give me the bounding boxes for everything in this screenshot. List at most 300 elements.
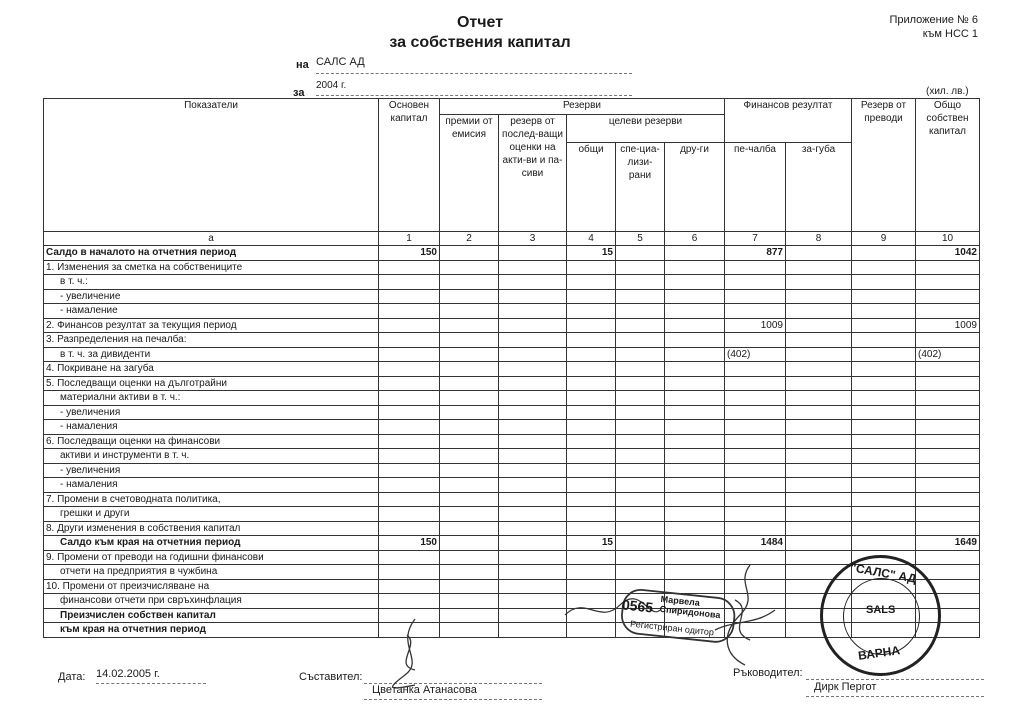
row-label: материални активи в т. ч.: — [44, 391, 379, 406]
row-cell — [616, 507, 665, 522]
row-label: - намаления — [44, 478, 379, 493]
row-cell — [786, 449, 852, 464]
col-indicators: Показатели — [44, 99, 379, 232]
row-cell — [616, 333, 665, 348]
row-cell — [567, 362, 616, 377]
row-label: 7. Промени в счетоводната политика, — [44, 492, 379, 507]
row-cell — [786, 275, 852, 290]
row-cell — [616, 289, 665, 304]
row-cell — [725, 391, 786, 406]
row-cell — [499, 304, 567, 319]
table-row — [44, 304, 980, 319]
row-cell — [852, 246, 916, 261]
row-cell — [440, 608, 499, 623]
row-cell — [916, 391, 980, 406]
row-cell — [379, 405, 440, 420]
row-cell — [499, 594, 567, 609]
row-cell — [440, 333, 499, 348]
row-cell — [567, 565, 616, 580]
row-cell — [786, 420, 852, 435]
row-cell — [440, 565, 499, 580]
row-cell — [786, 318, 852, 333]
row-cell — [499, 536, 567, 551]
row-cell — [786, 536, 852, 551]
row-cell — [725, 275, 786, 290]
row-cell — [916, 449, 980, 464]
row-cell — [567, 550, 616, 565]
row-cell — [725, 304, 786, 319]
row-cell — [379, 260, 440, 275]
table-row — [44, 536, 980, 551]
row-cell — [786, 333, 852, 348]
row-cell — [725, 405, 786, 420]
row-cell — [567, 391, 616, 406]
row-cell — [786, 492, 852, 507]
row-cell — [786, 507, 852, 522]
row-cell — [379, 478, 440, 493]
row-cell — [567, 521, 616, 536]
column-number: 1 — [379, 232, 440, 246]
row-cell — [852, 507, 916, 522]
row-cell — [616, 275, 665, 290]
row-label: Салдо в началото на отчетния период — [44, 246, 379, 261]
row-cell — [665, 362, 725, 377]
row-cell — [440, 405, 499, 420]
row-cell: 1009 — [725, 318, 786, 333]
row-label: 5. Последващи оценки на дълготрайни — [44, 376, 379, 391]
table-row — [44, 420, 980, 435]
seal-logo-text: SALS — [866, 604, 896, 616]
row-cell — [786, 304, 852, 319]
table-row — [44, 333, 980, 348]
row-label: активи и инструменти в т. ч. — [44, 449, 379, 464]
row-cell — [725, 289, 786, 304]
row-cell — [616, 420, 665, 435]
row-cell — [379, 362, 440, 377]
row-cell — [499, 507, 567, 522]
row-cell — [725, 478, 786, 493]
row-cell — [852, 463, 916, 478]
row-cell — [616, 434, 665, 449]
row-cell: 150 — [379, 536, 440, 551]
row-cell — [916, 333, 980, 348]
row-cell — [499, 463, 567, 478]
row-cell — [499, 420, 567, 435]
compiler-name: Цветанка Атанасова — [372, 684, 477, 696]
row-cell — [916, 478, 980, 493]
row-cell — [567, 420, 616, 435]
column-number: 8 — [786, 232, 852, 246]
row-cell — [499, 246, 567, 261]
row-cell — [440, 449, 499, 464]
row-cell — [852, 391, 916, 406]
table-row — [44, 260, 980, 275]
row-cell — [916, 492, 980, 507]
row-cell — [440, 275, 499, 290]
row-cell — [852, 449, 916, 464]
auditor-code: 0565 — [621, 596, 654, 616]
appendix-standard: към НСС 1 — [922, 28, 978, 40]
row-cell — [499, 478, 567, 493]
row-label: - увеличение — [44, 289, 379, 304]
column-number: 2 — [440, 232, 499, 246]
row-cell — [567, 275, 616, 290]
row-cell — [725, 507, 786, 522]
row-cell — [440, 507, 499, 522]
row-cell — [786, 550, 852, 565]
row-label: в т. ч. за дивиденти — [44, 347, 379, 362]
row-cell — [440, 362, 499, 377]
company-name: САЛС АД — [316, 56, 632, 74]
row-cell: 1042 — [916, 246, 980, 261]
period-label: за — [293, 87, 305, 99]
row-cell — [916, 376, 980, 391]
row-cell — [916, 362, 980, 377]
row-cell — [440, 260, 499, 275]
row-cell — [665, 391, 725, 406]
row-cell — [567, 405, 616, 420]
units-label: (хил. лв.) — [926, 86, 969, 97]
row-cell — [379, 463, 440, 478]
column-number: 5 — [616, 232, 665, 246]
row-cell — [725, 362, 786, 377]
row-cell — [379, 347, 440, 362]
row-cell — [379, 391, 440, 406]
row-cell — [916, 405, 980, 420]
row-cell — [852, 362, 916, 377]
row-cell — [852, 405, 916, 420]
row-cell — [616, 304, 665, 319]
row-cell — [379, 333, 440, 348]
row-label: в т. ч.: — [44, 275, 379, 290]
row-cell — [440, 550, 499, 565]
row-cell — [616, 362, 665, 377]
row-cell — [440, 318, 499, 333]
col-total-equity: Общо собствен капитал — [916, 99, 980, 232]
col-general: общи — [567, 143, 616, 232]
row-label: Преизчислен собствен капитал — [44, 608, 379, 623]
row-cell — [852, 260, 916, 275]
table-row — [44, 246, 980, 261]
row-cell — [916, 463, 980, 478]
manager-label: Ръководител: — [733, 667, 803, 679]
row-label: - намаления — [44, 420, 379, 435]
row-cell — [499, 434, 567, 449]
column-number: 4 — [567, 232, 616, 246]
row-label: 3. Разпределения на печалба: — [44, 333, 379, 348]
row-label: 1. Изменения за сметка на собствениците — [44, 260, 379, 275]
row-cell — [665, 507, 725, 522]
row-cell — [499, 405, 567, 420]
row-cell — [440, 434, 499, 449]
period-value: 2004 г. — [316, 80, 632, 96]
row-cell — [725, 463, 786, 478]
row-cell — [499, 289, 567, 304]
row-cell — [725, 260, 786, 275]
auditor-title: Регистриран одитор — [629, 618, 715, 638]
row-cell: 15 — [567, 246, 616, 261]
row-cell — [499, 550, 567, 565]
row-label: отчети на предприятия в чужбина — [44, 565, 379, 580]
row-cell — [616, 565, 665, 580]
row-cell — [616, 347, 665, 362]
row-cell — [665, 376, 725, 391]
row-cell: 150 — [379, 246, 440, 261]
row-cell — [616, 449, 665, 464]
row-cell: 877 — [725, 246, 786, 261]
col-reserve-transfer: Резерв от преводи — [852, 99, 916, 232]
row-cell — [567, 449, 616, 464]
report-title: Отчет — [456, 14, 504, 31]
row-cell — [379, 594, 440, 609]
column-number: а — [44, 232, 379, 246]
row-cell — [852, 289, 916, 304]
row-cell — [852, 536, 916, 551]
row-cell — [852, 333, 916, 348]
row-cell — [616, 521, 665, 536]
row-cell — [499, 623, 567, 638]
row-cell — [786, 260, 852, 275]
row-cell — [440, 536, 499, 551]
row-cell — [725, 376, 786, 391]
row-cell — [725, 333, 786, 348]
row-label: 6. Последващи оценки на финансови — [44, 434, 379, 449]
row-cell — [786, 463, 852, 478]
table-row — [44, 347, 980, 362]
row-cell — [616, 246, 665, 261]
row-cell — [616, 536, 665, 551]
manager-name: Дирк Пергот — [814, 681, 877, 693]
row-cell — [665, 478, 725, 493]
col-profit: пе-чалба — [725, 143, 786, 232]
row-cell: 1484 — [725, 536, 786, 551]
table-row — [44, 521, 980, 536]
row-cell — [852, 275, 916, 290]
row-cell — [786, 391, 852, 406]
col-premium: премии от емисия — [440, 115, 499, 232]
table-row — [44, 463, 980, 478]
column-number: 6 — [665, 232, 725, 246]
report-subtitle: за собствения капитал — [389, 34, 571, 51]
row-cell — [440, 579, 499, 594]
row-cell — [379, 507, 440, 522]
col-other: дру-ги — [665, 143, 725, 232]
row-cell — [567, 333, 616, 348]
row-cell — [786, 405, 852, 420]
row-cell — [440, 289, 499, 304]
date-value: 14.02.2005 г. — [96, 668, 206, 684]
row-cell — [852, 347, 916, 362]
row-label: 4. Покриване на загуба — [44, 362, 379, 377]
company-label: на — [296, 59, 309, 71]
row-label: - намаление — [44, 304, 379, 319]
row-label: 9. Промени от преводи на годишни финансови — [44, 550, 379, 565]
row-cell — [567, 260, 616, 275]
row-label: 2. Финансов резултат за текущия период — [44, 318, 379, 333]
table-row — [44, 318, 980, 333]
table-row — [44, 376, 980, 391]
row-label: - увеличения — [44, 463, 379, 478]
row-cell: 1009 — [916, 318, 980, 333]
row-cell — [665, 260, 725, 275]
table-row — [44, 449, 980, 464]
column-number: 9 — [852, 232, 916, 246]
row-cell — [440, 376, 499, 391]
col-reserves: Резерви — [440, 99, 725, 115]
row-cell: (402) — [916, 347, 980, 362]
row-cell — [499, 347, 567, 362]
seal-company-text: "САЛС" АД — [849, 560, 918, 586]
row-cell — [665, 420, 725, 435]
row-cell — [916, 434, 980, 449]
row-cell — [616, 463, 665, 478]
row-cell — [665, 304, 725, 319]
row-cell — [379, 492, 440, 507]
row-cell — [379, 565, 440, 580]
row-cell — [567, 347, 616, 362]
row-cell — [916, 289, 980, 304]
row-cell: (402) — [725, 347, 786, 362]
row-label: Салдо към края на отчетния период — [44, 536, 379, 551]
row-cell — [379, 449, 440, 464]
row-cell — [786, 246, 852, 261]
row-cell — [567, 289, 616, 304]
table-row — [44, 434, 980, 449]
row-label: към края на отчетния период — [44, 623, 379, 638]
row-cell — [665, 333, 725, 348]
row-cell — [665, 246, 725, 261]
row-cell — [852, 420, 916, 435]
col-revaluation: резерв от послед-ващи оценки на акти-ви и па-сиви — [499, 115, 567, 232]
row-cell — [725, 434, 786, 449]
row-cell — [499, 333, 567, 348]
manager-name-line — [806, 681, 984, 697]
row-cell — [665, 463, 725, 478]
row-cell — [616, 478, 665, 493]
col-special: спе-циа-лизи-рани — [616, 143, 665, 232]
row-cell — [567, 376, 616, 391]
row-cell — [379, 420, 440, 435]
compiler-signature — [385, 615, 435, 695]
row-cell — [665, 405, 725, 420]
row-cell — [665, 492, 725, 507]
row-cell — [852, 318, 916, 333]
row-cell — [786, 347, 852, 362]
row-cell — [916, 420, 980, 435]
row-cell — [616, 391, 665, 406]
row-cell — [567, 318, 616, 333]
row-cell — [616, 376, 665, 391]
table-row — [44, 492, 980, 507]
row-cell — [725, 420, 786, 435]
column-number: 7 — [725, 232, 786, 246]
row-cell — [379, 521, 440, 536]
column-number: 10 — [916, 232, 980, 246]
row-cell — [616, 492, 665, 507]
row-cell — [379, 376, 440, 391]
row-cell — [379, 275, 440, 290]
row-cell — [916, 507, 980, 522]
row-cell — [499, 565, 567, 580]
row-cell — [379, 579, 440, 594]
row-cell — [665, 318, 725, 333]
row-cell — [440, 420, 499, 435]
row-cell — [499, 260, 567, 275]
row-cell — [916, 275, 980, 290]
row-cell — [616, 550, 665, 565]
row-cell — [440, 347, 499, 362]
row-cell — [786, 289, 852, 304]
row-cell — [852, 478, 916, 493]
row-cell — [916, 550, 980, 565]
row-label: грешки и други — [44, 507, 379, 522]
table-row — [44, 289, 980, 304]
row-cell — [499, 362, 567, 377]
row-cell — [725, 492, 786, 507]
row-cell — [852, 376, 916, 391]
row-cell — [499, 521, 567, 536]
row-cell — [616, 260, 665, 275]
row-cell — [567, 434, 616, 449]
row-cell — [852, 304, 916, 319]
row-cell — [725, 449, 786, 464]
table-row — [44, 507, 980, 522]
table-row — [44, 405, 980, 420]
row-cell — [786, 376, 852, 391]
row-cell — [499, 579, 567, 594]
row-cell — [725, 521, 786, 536]
row-cell — [440, 246, 499, 261]
row-cell — [440, 478, 499, 493]
row-cell — [786, 521, 852, 536]
table-row — [44, 478, 980, 493]
row-cell — [499, 376, 567, 391]
col-target-reserves: целеви резерви — [567, 115, 725, 143]
row-cell — [665, 449, 725, 464]
table-row — [44, 391, 980, 406]
row-cell — [567, 492, 616, 507]
col-main-capital: Основен капитал — [379, 99, 440, 232]
row-cell — [499, 275, 567, 290]
row-cell — [786, 434, 852, 449]
row-label: 10. Промени от преизчисляване на — [44, 579, 379, 594]
row-cell: 15 — [567, 536, 616, 551]
row-cell — [379, 289, 440, 304]
row-cell — [440, 594, 499, 609]
row-label: 8. Други изменения в собствения капитал — [44, 521, 379, 536]
row-cell — [440, 304, 499, 319]
row-cell — [440, 391, 499, 406]
row-cell — [379, 304, 440, 319]
equity-table — [43, 98, 980, 638]
row-cell — [616, 318, 665, 333]
row-cell — [665, 347, 725, 362]
column-number: 3 — [499, 232, 567, 246]
appendix-label: Приложение № 6 — [889, 14, 978, 26]
row-cell — [499, 492, 567, 507]
row-cell — [499, 391, 567, 406]
row-label: финансови отчети при свръхинфлация — [44, 594, 379, 609]
row-cell — [852, 492, 916, 507]
row-cell — [786, 478, 852, 493]
row-cell — [379, 318, 440, 333]
row-cell: 1649 — [916, 536, 980, 551]
row-cell — [440, 521, 499, 536]
compiler-label: Съставител: — [299, 671, 363, 683]
auditor-name: Марвела Спиридонова — [659, 593, 721, 621]
row-cell — [786, 362, 852, 377]
row-cell — [567, 478, 616, 493]
